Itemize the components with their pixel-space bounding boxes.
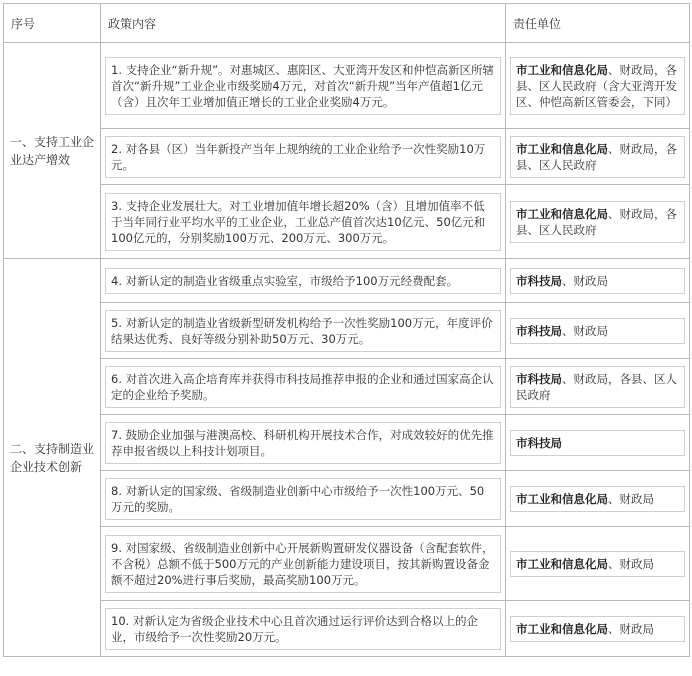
unit-text [510, 551, 685, 577]
unit-lead-bold: 市科技局 [516, 323, 562, 338]
policy-text: 10. 对新认定为省级企业技术中心且首次通过运行评价达到合格以上的企业，市级给予一次性奖励20万元。 [105, 608, 501, 650]
unit-text [510, 136, 685, 178]
unit-rest: 、财政局 [608, 621, 654, 636]
table-row [4, 303, 690, 359]
policy-text: 6. 对首次进入高企培育库并获得市科技局推荐申报的企业和通过国家高企认定的企业给予奖励。 [105, 366, 501, 408]
unit-text [510, 268, 685, 294]
unit-rest: 、财政局，各县、区人民政府 [516, 206, 677, 237]
unit-lead-bold: 市科技局 [516, 435, 562, 450]
policy-table [3, 3, 690, 657]
policy-cell [101, 601, 506, 657]
policy-text: 8. 对新认定的国家级、省级制造业创新中心市级给予一次性100万元、50万元的奖励。 [105, 478, 501, 520]
policy-cell [101, 527, 506, 601]
unit-cell [506, 185, 690, 259]
header-seq: 序号 [4, 4, 101, 43]
table-row [4, 527, 690, 601]
table-row [4, 259, 690, 303]
header-policy: 政策内容 [101, 4, 506, 43]
header-unit: 责任单位 [506, 4, 690, 43]
policy-cell [101, 415, 506, 471]
unit-lead-bold: 市工业和信息化局 [516, 491, 608, 506]
policy-cell [101, 43, 506, 129]
policy-text: 4. 对新认定的制造业省级重点实验室，市级给予100万元经费配套。 [105, 268, 501, 294]
unit-lead-bold: 市工业和信息化局 [516, 62, 608, 77]
unit-rest: 、财政局 [562, 273, 608, 288]
table-row [4, 43, 690, 129]
policy-cell [101, 129, 506, 185]
table-row [4, 415, 690, 471]
policy-text: 1. 支持企业“新升规”。对惠城区、惠阳区、大亚湾开发区和仲恺高新区所辖首次“新升规”工业企业市级奖励4万元，对首次“新升规”当年产值超1亿元（含）且次年工业增加值正增长的工业企业奖励4万元。 [105, 57, 501, 115]
unit-rest: 、财政局，各县、区人民政府（含大亚湾开发区、仲恺高新区管委会，下同） [516, 62, 677, 109]
unit-cell [506, 129, 690, 185]
unit-rest: 、财政局 [608, 556, 654, 571]
unit-text [510, 616, 685, 642]
unit-lead-bold: 市工业和信息化局 [516, 621, 608, 636]
group-label: 二、支持制造业企业技术创新 [4, 259, 101, 657]
unit-text [510, 57, 685, 115]
policy-text: 2. 对各县（区）当年新投产当年上规纳统的工业企业给予一次性奖励10万元。 [105, 136, 501, 178]
policy-cell [101, 303, 506, 359]
unit-text [510, 366, 685, 408]
unit-rest: 、财政局 [608, 491, 654, 506]
unit-text [510, 201, 685, 243]
unit-cell [506, 303, 690, 359]
policy-text: 5. 对新认定的制造业省级新型研发机构给予一次性奖励100万元，年度评价结果达优秀、良好等级分别补助50万元、30万元。 [105, 310, 501, 352]
unit-cell [506, 359, 690, 415]
unit-text [510, 486, 685, 512]
table-row [4, 129, 690, 185]
table-header-row [4, 4, 690, 43]
unit-rest: 、财政局，各县、区人民政府 [516, 371, 677, 402]
policy-text: 3. 支持企业发展壮大。对工业增加值年增长超20%（含）且增加值率不低于当年同行业平均水平的工业企业，工业总产值首次达10亿元、50亿元和100亿元的，分别奖励100万元、200万元、300万元。 [105, 193, 501, 251]
table-row [4, 601, 690, 657]
table-body [4, 43, 690, 657]
policy-cell [101, 359, 506, 415]
group-label: 一、支持工业企业达产增效 [4, 43, 101, 259]
policy-text: 9. 对国家级、省级制造业创新中心开展新购置研发仪器设备（含配套软件，不含税）总额不低于500万元的产业创新能力建设项目，按其新购置设备金额不超过20%进行事后奖励，最高奖励100万元。 [105, 535, 501, 593]
policy-cell [101, 185, 506, 259]
policy-cell [101, 259, 506, 303]
unit-rest: 、财政局 [562, 323, 608, 338]
policy-text: 7. 鼓励企业加强与港澳高校、科研机构开展技术合作，对成效较好的优先推荐申报省级以上科技计划项目。 [105, 422, 501, 464]
unit-lead-bold: 市工业和信息化局 [516, 141, 608, 156]
unit-cell [506, 601, 690, 657]
unit-cell [506, 259, 690, 303]
unit-lead-bold: 市工业和信息化局 [516, 556, 608, 571]
unit-lead-bold: 市科技局 [516, 371, 562, 386]
unit-text [510, 430, 685, 456]
policy-cell [101, 471, 506, 527]
unit-lead-bold: 市工业和信息化局 [516, 206, 608, 221]
unit-cell [506, 471, 690, 527]
table-row [4, 185, 690, 259]
unit-text [510, 318, 685, 344]
unit-lead-bold: 市科技局 [516, 273, 562, 288]
unit-cell [506, 415, 690, 471]
unit-cell [506, 43, 690, 129]
unit-cell [506, 527, 690, 601]
table-row [4, 359, 690, 415]
table-row [4, 471, 690, 527]
unit-rest: 、财政局，各县、区人民政府 [516, 141, 677, 172]
